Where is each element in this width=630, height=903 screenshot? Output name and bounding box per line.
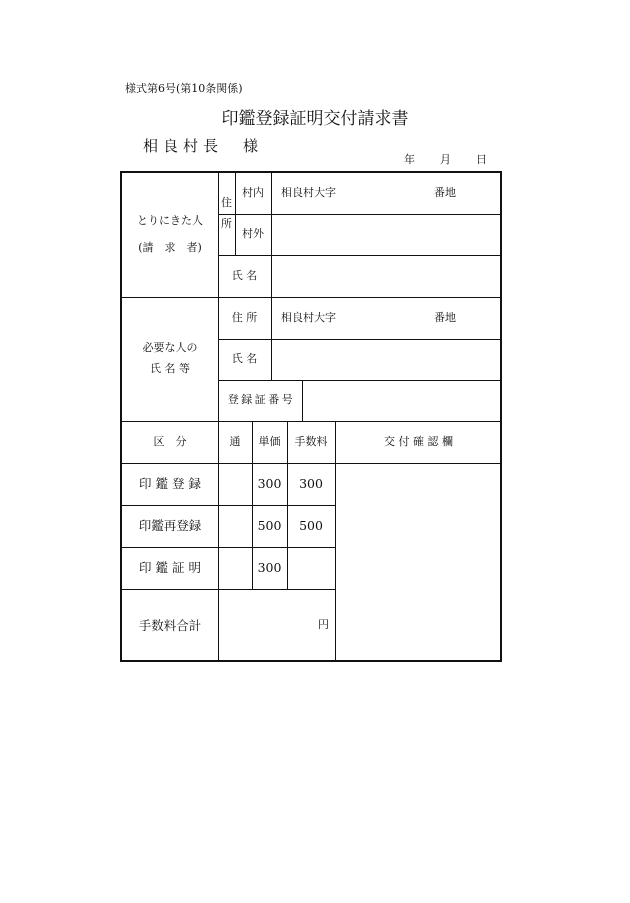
registration-number-field[interactable] — [303, 380, 502, 421]
fee-row-category: 印 鑑 証 明 — [139, 560, 201, 576]
fee-row-unit-price: 300 — [257, 560, 282, 576]
fee-row-category: 印鑑再登録 — [138, 518, 202, 534]
fee-row-copies-field[interactable] — [218, 505, 252, 547]
requester-name-label: 氏 名 — [231, 268, 258, 282]
fee-row-copies-field[interactable] — [218, 463, 252, 505]
fee-row-unit-price: 500 — [257, 518, 282, 534]
subject-label-line1: 必要な人の — [142, 341, 198, 355]
subject-banchi-label: 番地 — [434, 310, 456, 324]
fee-header: 手数料 — [294, 434, 328, 448]
copies-header: 通 — [229, 434, 241, 448]
request-form-table — [120, 171, 502, 662]
requester-out-village-address-field[interactable] — [272, 214, 502, 255]
subject-label — [122, 297, 218, 421]
registration-number-label: 登 録 証 番 号 — [227, 393, 293, 407]
fee-row-fee: 500 — [299, 518, 323, 534]
requester-label-line1: とりにきた人 — [137, 214, 203, 228]
date-year-label: 年 — [404, 153, 415, 166]
requester-banchi-label: 番地 — [434, 186, 456, 200]
fee-row-unit-price: 300 — [257, 476, 282, 492]
requester-label — [122, 173, 218, 297]
subject-address-label: 住 所 — [231, 310, 258, 324]
document-title: 印鑑登録証明交付請求書 — [221, 109, 409, 129]
out-village-label: 村外 — [242, 227, 264, 241]
addressee: 相良村長 様 — [143, 137, 264, 155]
confirmation-header: 交 付 確 認 欄 — [384, 434, 453, 448]
confirmation-field[interactable] — [336, 464, 502, 662]
date-day-label: 日 — [476, 153, 487, 166]
fee-row-fee-field[interactable] — [287, 547, 335, 589]
requester-label-line2: (請 求 者) — [138, 241, 202, 254]
fee-row-copies-field[interactable] — [218, 547, 252, 589]
unit-price-header: 単価 — [258, 434, 281, 448]
fee-row-category: 印 鑑 登 録 — [139, 476, 201, 492]
subject-village-prefix: 相良村大字 — [281, 310, 336, 324]
date-month-label: 月 — [440, 153, 451, 166]
fee-total-unit: 円 — [318, 618, 329, 632]
fee-row-fee: 300 — [299, 476, 323, 492]
subject-name-field[interactable] — [272, 339, 502, 380]
category-header: 区 分 — [153, 434, 187, 448]
in-village-label: 村内 — [242, 186, 264, 200]
fee-total-label: 手数料合計 — [138, 617, 202, 633]
requester-name-field[interactable] — [272, 255, 502, 297]
fee-total-field[interactable] — [219, 589, 335, 662]
requester-village-prefix: 相良村大字 — [281, 186, 336, 200]
form-reference: 様式第6号(第10条関係) — [125, 82, 243, 95]
subject-label-line2: 氏 名 等 — [150, 362, 190, 375]
requester-address-label-1: 住 — [221, 196, 232, 210]
subject-name-label: 氏 名 — [231, 352, 258, 366]
requester-address-label-2: 所 — [221, 217, 232, 230]
